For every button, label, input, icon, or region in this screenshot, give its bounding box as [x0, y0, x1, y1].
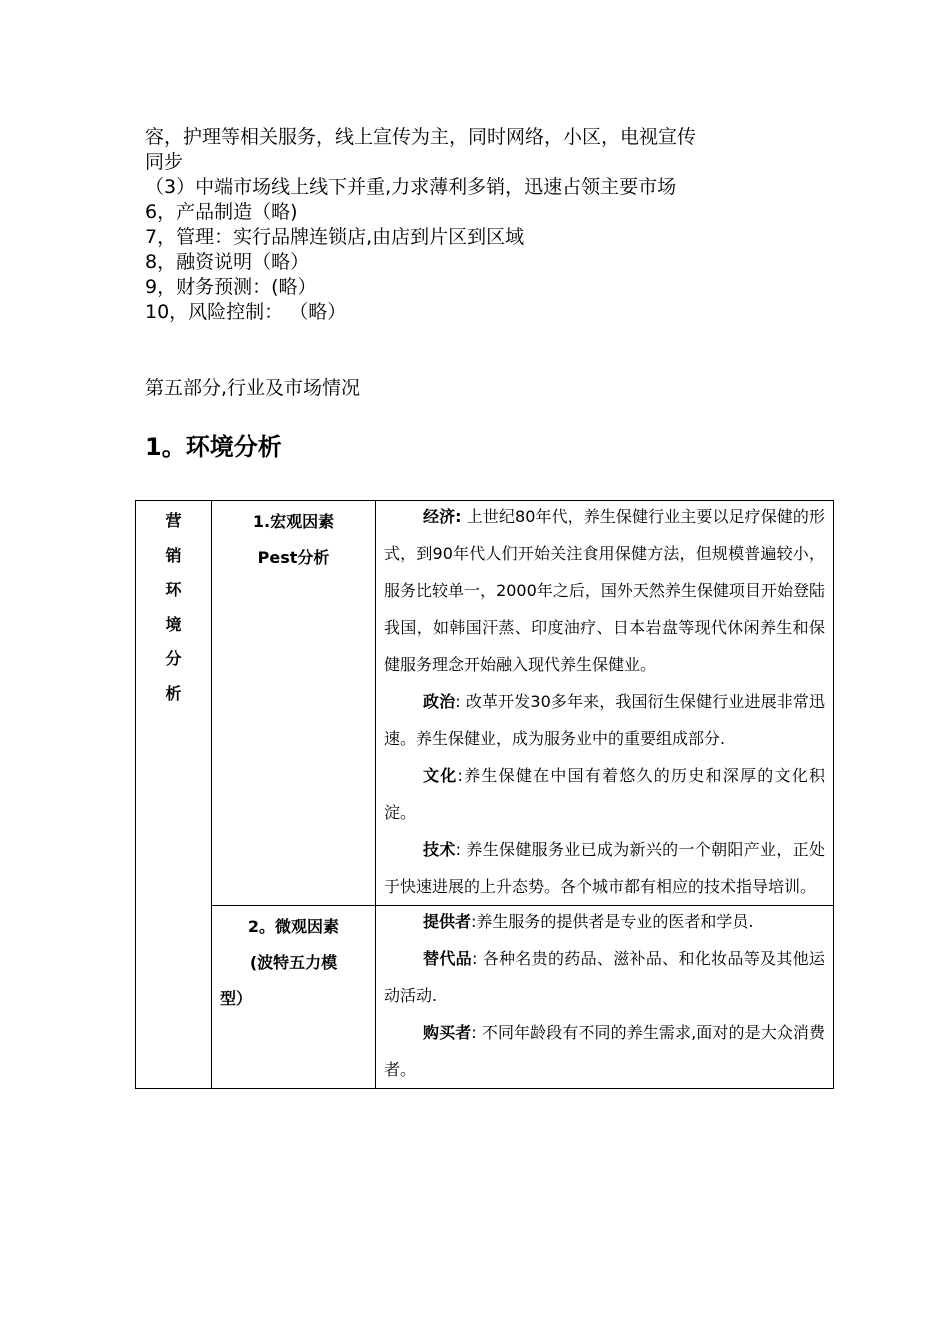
label: 经济:: [423, 507, 462, 526]
paragraph-text: : 不同年龄段有不同的养生需求,面对的是大众消费者。: [384, 1023, 825, 1079]
text-line: 同步: [145, 151, 184, 173]
paragraph-culture: [384, 757, 825, 831]
category-char: 销: [165, 545, 182, 565]
paragraph-text: 上世纪80年代，养生保健行业主要以足疗保健的形式，到90年代人们开始关注食用保健方法，但规模普遍较小，服务比较单一，2000年之后，国外天然养生保健项目开始登陆我国，如韩国汗蒸、印度油疗、日本岩盘等现代休闲养生和保健服务理念开始融入现代养生保健业。: [384, 507, 825, 674]
factor-cell-macro: [212, 501, 376, 906]
heading-environment-analysis: 1。环境分析: [145, 433, 282, 461]
paragraph-text: : 各种名贵的药品、滋补品、和化妆品等及其他运动活动.: [384, 949, 825, 1005]
body-text-lines: [145, 125, 825, 325]
paragraph-text: :养生保健在中国有着悠久的历史和深厚的文化积淀。: [384, 766, 825, 822]
text-line: 8，融资说明（略）: [145, 251, 310, 273]
paragraph-technology: [384, 831, 825, 905]
factor-line: 2。微观因素: [247, 917, 340, 936]
text-line: 6，产品制造（略): [145, 201, 298, 223]
label: 文化: [423, 766, 458, 785]
label: 技术: [423, 840, 456, 859]
category-char: 分: [165, 649, 182, 668]
text-line: （3）中端市场线上线下并重,力求薄利多销，迅速占领主要市场: [145, 176, 677, 198]
category-char: 境: [165, 614, 182, 634]
paragraph-politics: [384, 683, 825, 757]
section-title: 第五部分,行业及市场情况: [145, 377, 361, 399]
table-row-macro: [136, 501, 834, 906]
environment-analysis-table: [135, 500, 834, 1089]
factor-line: 型）: [220, 989, 253, 1008]
category-char: 析: [165, 683, 182, 703]
category-char: 营: [165, 511, 182, 530]
paragraph-substitute: [384, 940, 825, 1014]
factor-cell-micro: [212, 906, 376, 1089]
paragraph-buyer: [384, 1014, 825, 1088]
factor-line: (波特五力模: [249, 953, 338, 972]
label: 政治: [423, 692, 456, 711]
factor-line: 1.宏观因素: [252, 512, 335, 531]
factor-line: Pest分析: [257, 548, 330, 567]
text-line: 容，护理等相关服务，线上宣传为主，同时网络，小区，电视宣传: [145, 126, 697, 148]
paragraph-economy: [384, 498, 825, 683]
paragraph-text: :养生服务的提供者是专业的医者和学员.: [471, 912, 754, 931]
label: 购买者: [423, 1023, 472, 1042]
text-line: 10，风险控制： （略）: [145, 301, 347, 323]
content-cell-macro: [376, 501, 834, 906]
paragraph-supplier: [384, 903, 825, 940]
text-line: 7，管理：实行品牌连锁店,由店到片区到区域: [145, 226, 525, 248]
label: 提供者: [423, 912, 472, 931]
table-row-micro: [136, 906, 834, 1089]
paragraph-text: : 养生保健服务业已成为新兴的一个朝阳产业，正处于快速进展的上升态势。各个城市都有相应的技术指导培训。: [384, 840, 825, 896]
text-line: 9，财务预测：(略）: [145, 276, 317, 298]
paragraph-text: : 改革开发30多年来，我国衍生保健行业进展非常迅速。养生保健业，成为服务业中的重要组成部分.: [384, 692, 825, 748]
category-cell: [136, 501, 212, 1089]
content-cell-micro: [376, 906, 834, 1089]
category-char: 环: [165, 580, 182, 599]
label: 替代品: [423, 949, 472, 968]
